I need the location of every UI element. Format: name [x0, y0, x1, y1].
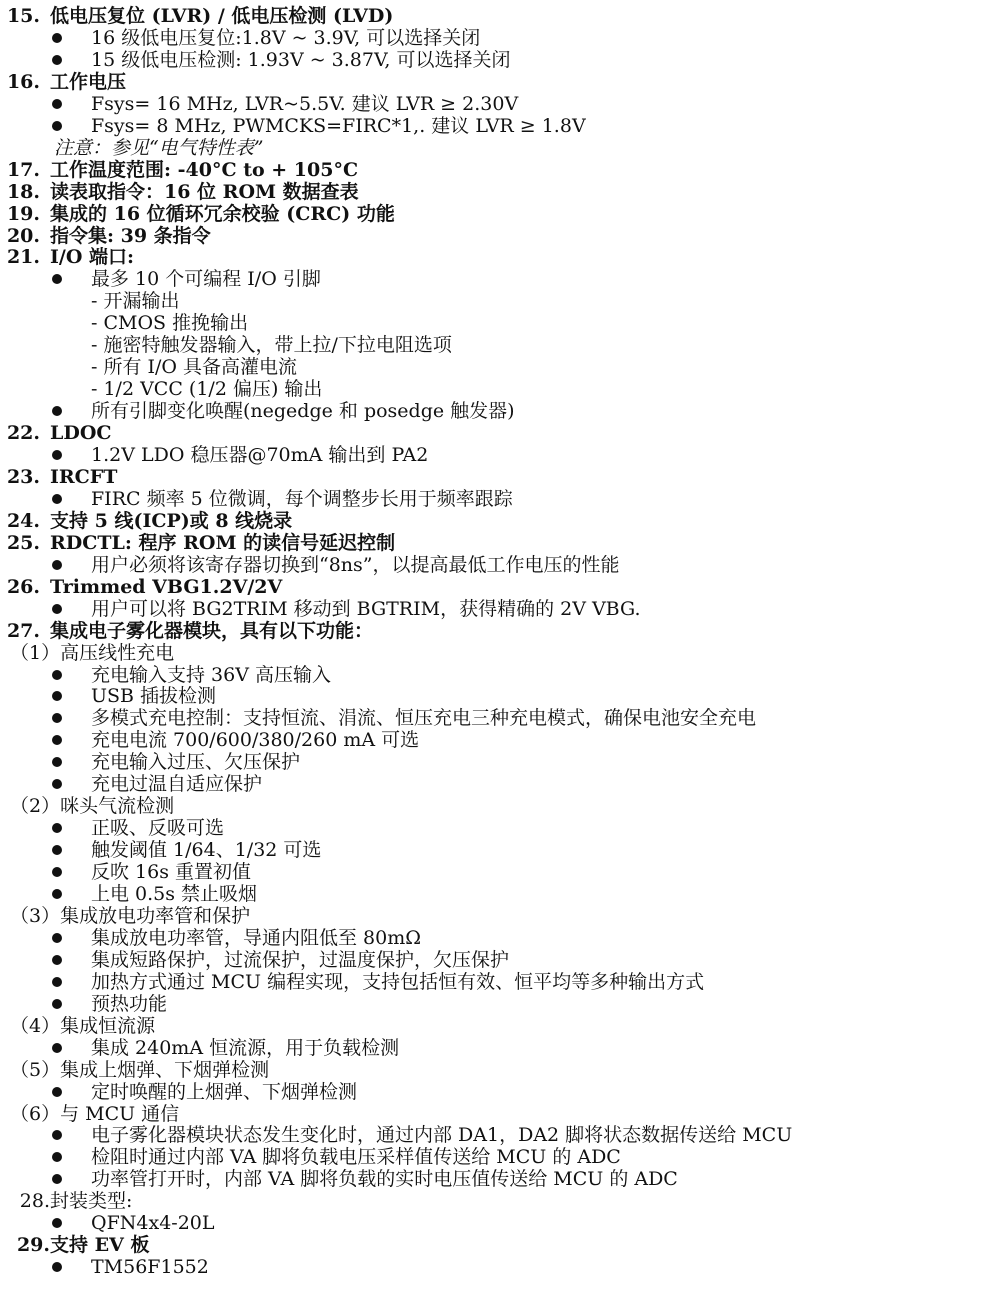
group-heading: （3）集成放电功率管和保护 [10, 904, 251, 927]
section-title: 指令集: 39 条指令 [50, 224, 211, 247]
section-heading [0, 159, 358, 181]
bullet-item [0, 1037, 981, 1059]
bullet-item [0, 817, 981, 839]
bullet-item [0, 861, 981, 883]
bullet-item [0, 664, 981, 686]
bullet-dot-icon [52, 1174, 62, 1184]
bullet-dot-icon [52, 955, 62, 965]
section-heading [0, 510, 292, 532]
bullet-item [0, 1081, 981, 1103]
section-heading [0, 71, 126, 93]
section-number: 27. [6, 619, 40, 642]
bullet-item [0, 598, 981, 620]
group-heading: （2）咪头气流检测 [10, 795, 175, 818]
bullet-item [0, 729, 981, 751]
section-title: 读表取指令：16 位 ROM 数据查表 [50, 180, 359, 203]
bullet-item [0, 1146, 981, 1168]
bullet-dot-icon [52, 713, 62, 723]
section-title: RDCTL: 程序 ROM 的读信号延迟控制 [50, 531, 396, 554]
group-heading: （1）高压线性充电 [10, 641, 175, 664]
bullet-dot-icon [52, 494, 62, 504]
bullet-dot-icon [52, 735, 62, 745]
section-title: 低电压复位 (LVR) / 低电压检测 (LVD) [50, 5, 394, 27]
bullet-item [0, 971, 981, 993]
bullet-text: 上电 0.5s 禁止吸烟 [91, 883, 258, 905]
bullet-dot-icon [52, 604, 62, 614]
bullet-dot-icon [52, 450, 62, 460]
bullet-dot-icon [52, 1262, 62, 1272]
bullet-text: 充电电流 700/600/380/260 mA 可选 [91, 729, 420, 752]
bullet-dot-icon [52, 933, 62, 943]
bullet-text: 触发阈值 1/64、1/32 可选 [91, 839, 322, 862]
section-heading [0, 203, 395, 225]
bullet-item [0, 1256, 981, 1278]
bullet-item [0, 488, 981, 510]
section-heading [0, 1190, 132, 1212]
bullet-text: 集成短路保护，过流保护，过温度保护，欠压保护 [91, 948, 510, 971]
section-number: 26. [6, 575, 40, 598]
bullet-dot-icon [52, 1087, 62, 1097]
section-heading [0, 246, 134, 268]
section-title: 集成的 16 位循环冗余校验 (CRC) 功能 [50, 202, 395, 225]
bullet-text: 充电输入支持 36V 高压输入 [91, 663, 331, 686]
section-number: 29. [16, 1234, 50, 1257]
bullet-item [0, 93, 981, 115]
bullet-item [0, 751, 981, 773]
bullet-text: 预热功能 [91, 992, 168, 1015]
sub-item: - 1/2 VCC (1/2 偏压) 输出 [91, 378, 323, 401]
bullet-item [0, 444, 981, 466]
bullet-text: USB 插拔检测 [91, 685, 217, 708]
bullet-dot-icon [52, 1130, 62, 1140]
bullet-item [0, 773, 981, 795]
bullet-item [0, 927, 981, 949]
section-title: 工作温度范围: -40°C to + 105°C [50, 158, 359, 181]
note-text: 注意：参见“电气特性表” [54, 136, 264, 159]
section-title: IRCFT [50, 465, 118, 488]
bullet-dot-icon [52, 121, 62, 131]
section-number: 17. [6, 158, 40, 181]
bullet-text: 集成放电功率管，导通内阻低至 80mΩ [91, 926, 421, 949]
bullet-text: 多模式充电控制：支持恒流、涓流、恒压充电三种充电模式，确保电池安全充电 [91, 707, 757, 730]
bullet-text: 用户可以将 BG2TRIM 移动到 BGTRIM，获得精确的 2V VBG. [91, 597, 641, 620]
bullet-item [0, 685, 981, 707]
bullet-dot-icon [52, 1218, 62, 1228]
bullet-dot-icon [52, 977, 62, 987]
sub-item: - 开漏输出 [91, 290, 180, 313]
bullet-item [0, 27, 981, 49]
group-heading: （6）与 MCU 通信 [10, 1102, 180, 1125]
section-title: 支持 5 线(ICP)或 8 线烧录 [50, 509, 293, 532]
section-heading [0, 620, 373, 642]
bullet-item [0, 400, 981, 422]
bullet-dot-icon [52, 33, 62, 43]
sub-item: - 施密特触发器输入，带上拉/下拉电阻选项 [91, 334, 452, 357]
bullet-text: 所有引脚变化唤醒(negedge 和 posedge 触发器) [91, 400, 515, 423]
bullet-text: 最多 10 个可编程 I/O 引脚 [91, 268, 321, 291]
bullet-text: 功率管打开时，内部 VA 脚将负载的实时电压值传送给 MCU 的 ADC [91, 1168, 678, 1191]
bullet-text: 用户必须将该寄存器切换到“8ns”，以提高最低工作电压的性能 [91, 553, 620, 576]
bullet-text: 反吹 16s 重置初值 [91, 861, 252, 884]
section-heading [0, 466, 117, 488]
bullet-text: FIRC 频率 5 位微调，每个调整步长用于频率跟踪 [91, 487, 513, 510]
section-number: 18. [6, 180, 40, 203]
bullet-text: 1.2V LDO 稳压器@70mA 输出到 PA2 [91, 444, 429, 466]
bullet-item [0, 1212, 981, 1234]
bullet-item [0, 949, 981, 971]
bullet-dot-icon [52, 560, 62, 570]
bullet-text: Fsys= 8 MHz, PWMCKS=FIRC*1,. 建议 LVR ≥ 1.8V [91, 114, 586, 137]
section-number: 19. [6, 202, 40, 225]
bullet-dot-icon [52, 867, 62, 877]
bullet-text: 正吸、反吸可选 [91, 817, 225, 840]
section-number: 24. [6, 509, 40, 532]
sub-item: - CMOS 推挽输出 [91, 312, 249, 335]
section-title: I/O 端口: [50, 246, 135, 269]
bullet-item [0, 839, 981, 861]
bullet-dot-icon [52, 779, 62, 789]
section-heading [0, 576, 282, 598]
bullet-item [0, 993, 981, 1015]
bullet-text: Fsys= 16 MHz, LVR~5.5V. 建议 LVR ≥ 2.30V [91, 92, 519, 115]
bullet-dot-icon [52, 1152, 62, 1162]
bullet-text: 充电过温自适应保护 [91, 773, 263, 796]
bullet-dot-icon [52, 1043, 62, 1053]
bullet-dot-icon [52, 999, 62, 1009]
bullet-item [0, 1124, 981, 1146]
bullet-dot-icon [52, 823, 62, 833]
section-number: 22. [6, 422, 40, 445]
bullet-item [0, 554, 981, 576]
section-title: LDOC [50, 422, 112, 445]
section-title: 工作电压 [50, 70, 127, 93]
bullet-item [0, 883, 981, 905]
section-number: 16. [6, 70, 40, 93]
section-heading [0, 5, 393, 27]
section-number: 28. [19, 1190, 50, 1213]
bullet-text: 加热方式通过 MCU 编程实现，支持包括恒有效、恒平均等多种输出方式 [91, 970, 705, 993]
section-title: Trimmed VBG1.2V/2V [50, 575, 283, 598]
section-number: 25. [6, 531, 40, 554]
bullet-text: 集成 240mA 恒流源，用于负载检测 [91, 1036, 400, 1059]
group-heading: （4）集成恒流源 [10, 1014, 156, 1037]
bullet-text: 15 级低电压检测: 1.93V ~ 3.87V, 可以选择关闭 [91, 48, 511, 71]
bullet-item [0, 49, 981, 71]
bullet-item [0, 1168, 981, 1190]
section-heading [0, 181, 359, 203]
bullet-text: 电子雾化器模块状态发生变化时，通过内部 DA1，DA2 脚将状态数据传送给 MCU [91, 1124, 793, 1147]
section-heading [0, 225, 211, 247]
bullet-dot-icon [52, 274, 62, 284]
bullet-text: 定时唤醒的上烟弹、下烟弹检测 [91, 1080, 358, 1103]
bullet-item [0, 707, 981, 729]
section-heading [0, 422, 112, 444]
section-number: 23. [6, 465, 40, 488]
bullet-text: QFN4x4-20L [91, 1212, 215, 1235]
bullet-text: 16 级低电压复位:1.8V ~ 3.9V, 可以选择关闭 [91, 26, 481, 49]
bullet-item [0, 268, 981, 290]
bullet-dot-icon [52, 406, 62, 416]
bullet-item [0, 115, 981, 137]
section-title: 支持 EV 板 [50, 1234, 150, 1257]
group-heading: （5）集成上烟弹、下烟弹检测 [10, 1058, 270, 1081]
bullet-dot-icon [52, 757, 62, 767]
bullet-text: TM56F1552 [91, 1256, 209, 1279]
section-heading [0, 532, 395, 554]
sub-item: - 所有 I/O 具备高灌电流 [91, 356, 298, 379]
section-number: 20. [6, 224, 40, 247]
bullet-dot-icon [52, 99, 62, 109]
section-title: 集成电子雾化器模块，具有以下功能： [50, 619, 374, 642]
bullet-dot-icon [52, 55, 62, 65]
section-title: 封装类型: [50, 1190, 133, 1213]
bullet-dot-icon [52, 845, 62, 855]
bullet-dot-icon [52, 691, 62, 701]
section-heading [0, 1234, 149, 1256]
section-number: 15. [6, 5, 40, 27]
bullet-text: 充电输入过压、欠压保护 [91, 751, 301, 774]
section-number: 21. [6, 246, 40, 269]
bullet-dot-icon [52, 889, 62, 899]
bullet-dot-icon [52, 670, 62, 680]
bullet-text: 检阻时通过内部 VA 脚将负载电压采样值传送给 MCU 的 ADC [91, 1146, 621, 1169]
